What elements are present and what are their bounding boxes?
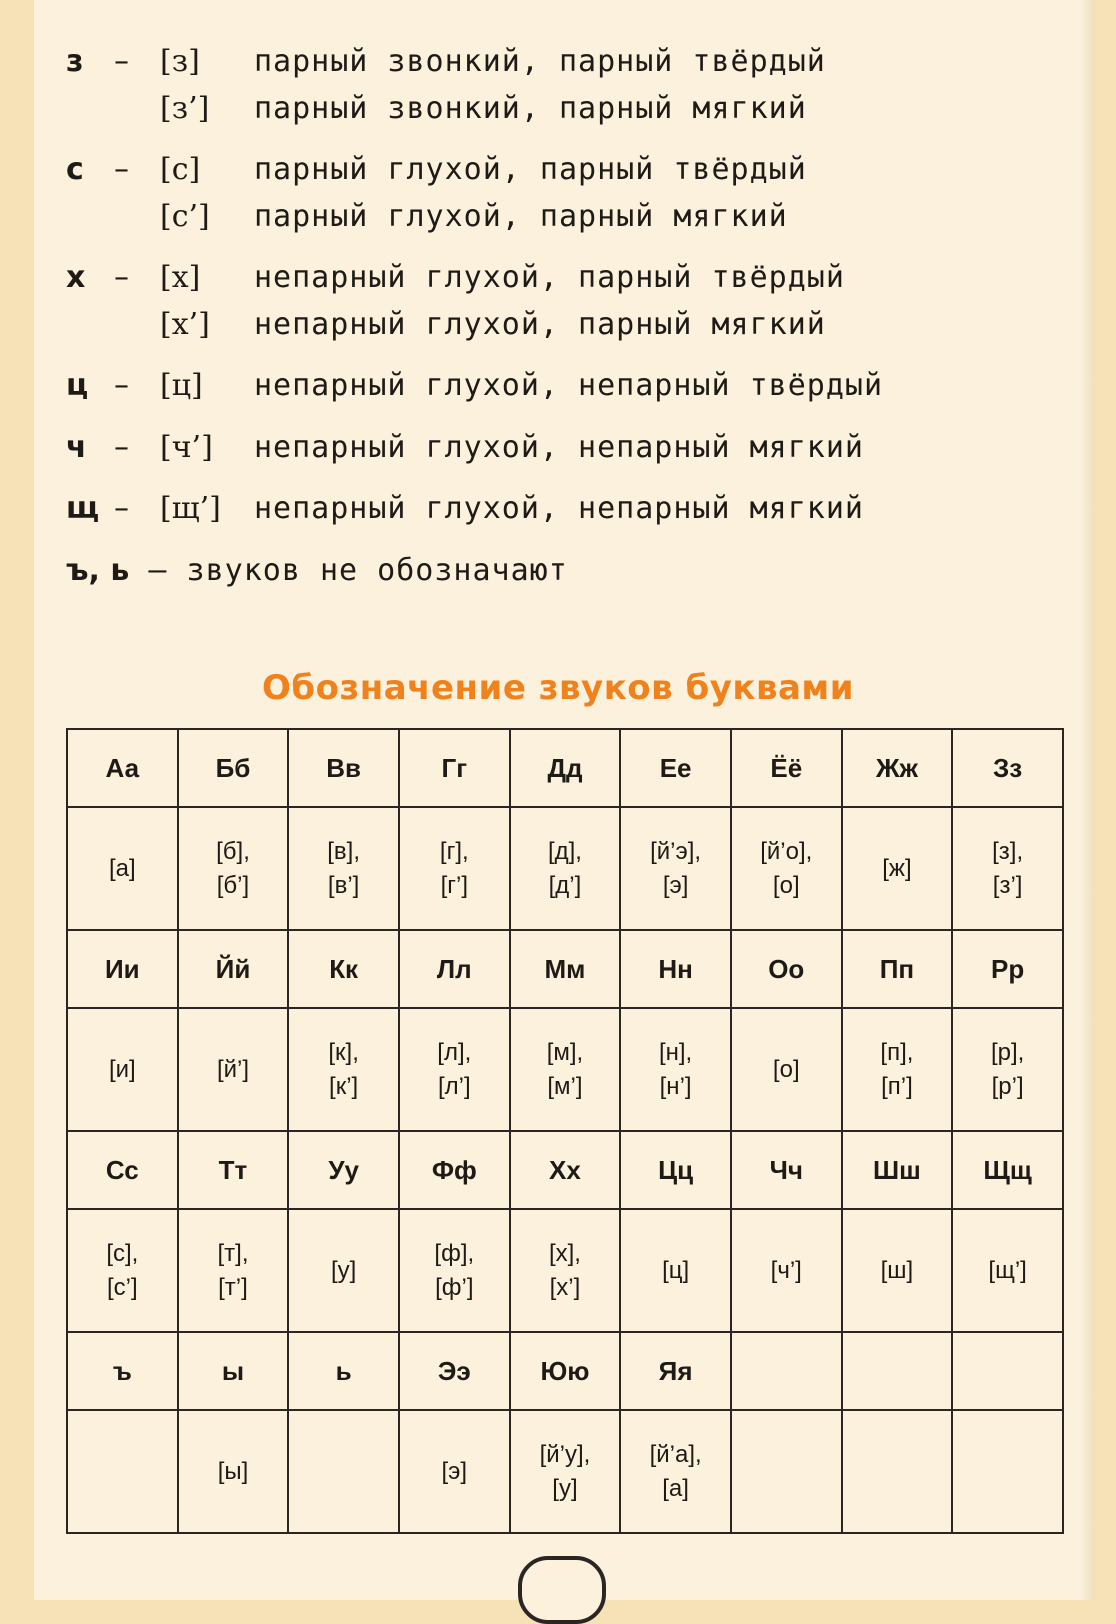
sound-value: [в’] bbox=[327, 871, 360, 899]
section-heading: Обозначение звуков буквами bbox=[261, 668, 855, 708]
sound-cell bbox=[620, 1008, 731, 1131]
sound-row bbox=[67, 1209, 1063, 1332]
sound-transcription: [с’] bbox=[160, 199, 210, 234]
sound-value: [р], bbox=[990, 1038, 1025, 1066]
sound-row bbox=[67, 1410, 1063, 1533]
letter-cell: ь bbox=[288, 1332, 399, 1410]
sound-value: [й’у], bbox=[539, 1440, 591, 1468]
sound-cell bbox=[842, 1008, 953, 1131]
sound-value: [ф’] bbox=[435, 1273, 474, 1301]
sound-cell bbox=[288, 1209, 399, 1332]
sound-value: [г], bbox=[439, 837, 469, 865]
dash: – bbox=[114, 152, 129, 187]
letter-cell: Сс bbox=[67, 1131, 178, 1209]
sound-value: [ы] bbox=[217, 1457, 249, 1485]
sound-cell bbox=[620, 1209, 731, 1332]
sound-value: [н’] bbox=[659, 1072, 692, 1100]
sound-transcription: [з’] bbox=[160, 91, 210, 126]
sound-value: [й’э], bbox=[650, 837, 702, 865]
sound-cell bbox=[731, 1209, 842, 1332]
letter-cell: Ээ bbox=[399, 1332, 510, 1410]
sound-value: [з’] bbox=[992, 871, 1023, 899]
sound-value: [м], bbox=[546, 1038, 584, 1066]
letter-cell: Чч bbox=[731, 1131, 842, 1209]
sound-cell bbox=[399, 1410, 510, 1533]
sound-row bbox=[67, 807, 1063, 930]
letter-cell: Вв bbox=[288, 729, 399, 807]
sound-value: [т], bbox=[217, 1239, 249, 1267]
signs-description: – звуков не обозначают bbox=[129, 553, 568, 588]
sound-description: парный глухой, парный твёрдый bbox=[254, 152, 807, 187]
letter-cell: Тт bbox=[178, 1131, 289, 1209]
letter-cell: Ии bbox=[67, 930, 178, 1008]
letter-row bbox=[67, 1332, 1063, 1410]
sound-cell bbox=[399, 1008, 510, 1131]
consonant-letter: з bbox=[66, 44, 84, 79]
sound-cell bbox=[842, 1209, 953, 1332]
sound-cell bbox=[178, 1008, 289, 1131]
signs-note-text bbox=[66, 551, 568, 591]
sound-value: [т’] bbox=[218, 1273, 248, 1301]
sound-cell bbox=[510, 1008, 621, 1131]
letter-cell: Зз bbox=[952, 729, 1063, 807]
letter-cell bbox=[731, 1332, 842, 1410]
letter-cell: Ёё bbox=[731, 729, 842, 807]
sound-description: непарный глухой, парный мягкий bbox=[254, 307, 826, 342]
sound-cell bbox=[178, 1410, 289, 1533]
letter-row bbox=[67, 1131, 1063, 1209]
sound-value: [в], bbox=[327, 837, 361, 865]
consonant-letter: ч bbox=[66, 430, 87, 465]
sound-cell bbox=[67, 807, 178, 930]
sound-description: непарный глухой, непарный твёрдый bbox=[254, 368, 884, 403]
letter-cell: ы bbox=[178, 1332, 289, 1410]
sound-cell bbox=[67, 1209, 178, 1332]
sound-value: [э] bbox=[662, 871, 689, 899]
sound-description: парный звонкий, парный мягкий bbox=[254, 91, 807, 126]
consonant-letter: щ bbox=[66, 491, 100, 526]
sound-cell bbox=[620, 807, 731, 930]
sound-description: непарный глухой, парный твёрдый bbox=[254, 260, 845, 295]
sound-value: [о] bbox=[772, 871, 800, 899]
sound-value: [а] bbox=[108, 854, 136, 882]
letter-row bbox=[67, 729, 1063, 807]
sound-cell bbox=[399, 1209, 510, 1332]
sound-cell bbox=[288, 1410, 399, 1533]
letter-cell: Йй bbox=[178, 930, 289, 1008]
sound-row bbox=[67, 1008, 1063, 1131]
sound-cell bbox=[288, 1008, 399, 1131]
letter-cell bbox=[952, 1332, 1063, 1410]
sound-value: [с’] bbox=[106, 1273, 138, 1301]
sound-cell bbox=[952, 807, 1063, 930]
letter-cell: Оо bbox=[731, 930, 842, 1008]
sound-value: [с], bbox=[106, 1239, 139, 1267]
sound-cell bbox=[510, 807, 621, 930]
dash: – bbox=[114, 44, 129, 79]
letter-cell: Пп bbox=[842, 930, 953, 1008]
letter-cell: Хх bbox=[510, 1131, 621, 1209]
sound-value: [д], bbox=[547, 837, 582, 865]
letter-cell: Ее bbox=[620, 729, 731, 807]
sound-cell bbox=[288, 807, 399, 930]
sound-description: парный звонкий, парный твёрдый bbox=[254, 44, 826, 79]
letter-cell bbox=[842, 1332, 953, 1410]
sound-value: [б], bbox=[216, 837, 250, 865]
sound-value: [д’] bbox=[548, 871, 582, 899]
sound-cell bbox=[952, 1008, 1063, 1131]
sound-cell bbox=[731, 1410, 842, 1533]
sound-value: [л], bbox=[437, 1038, 472, 1066]
dash: – bbox=[114, 430, 129, 465]
sound-value: [б’] bbox=[216, 871, 250, 899]
sound-value: [ш] bbox=[880, 1256, 914, 1284]
consonant-letter: с bbox=[66, 152, 84, 187]
sound-cell bbox=[67, 1410, 178, 1533]
sound-value: [о] bbox=[772, 1055, 800, 1083]
sound-value: [х’] bbox=[549, 1273, 581, 1301]
sound-transcription: [щ’] bbox=[160, 491, 221, 526]
letter-cell: Шш bbox=[842, 1131, 953, 1209]
sound-value: [г’] bbox=[440, 871, 468, 899]
sound-cell bbox=[842, 1410, 953, 1533]
sound-value: [з], bbox=[992, 837, 1024, 865]
letter-cell: ъ bbox=[67, 1332, 178, 1410]
sound-cell bbox=[731, 807, 842, 930]
consonant-letter: х bbox=[66, 260, 86, 295]
letter-cell: Бб bbox=[178, 729, 289, 807]
sound-value: [п], bbox=[880, 1038, 914, 1066]
letter-cell: Рр bbox=[952, 930, 1063, 1008]
letter-cell: Щщ bbox=[952, 1131, 1063, 1209]
letter-row bbox=[67, 930, 1063, 1008]
dash: – bbox=[114, 368, 129, 403]
sound-value: [м’] bbox=[547, 1072, 583, 1100]
letter-cell: Дд bbox=[510, 729, 621, 807]
sound-value: [щ’] bbox=[988, 1256, 1027, 1284]
sound-value: [а] bbox=[662, 1474, 689, 1502]
sound-value: [ф], bbox=[434, 1239, 475, 1267]
sound-value: [й’а], bbox=[649, 1440, 702, 1468]
sound-value: [л’] bbox=[437, 1072, 471, 1100]
letter-cell: Уу bbox=[288, 1131, 399, 1209]
sound-value: [к], bbox=[328, 1038, 359, 1066]
sound-transcription: [ц] bbox=[160, 368, 203, 403]
letter-cell: Мм bbox=[510, 930, 621, 1008]
sound-cell bbox=[952, 1209, 1063, 1332]
sound-cell bbox=[952, 1410, 1063, 1533]
letter-cell: Фф bbox=[399, 1131, 510, 1209]
page-number-badge bbox=[518, 1556, 606, 1624]
sound-value: [й’] bbox=[216, 1055, 250, 1083]
dash: – bbox=[114, 260, 129, 295]
sound-transcription: [ч’] bbox=[160, 430, 213, 465]
sound-cell bbox=[178, 1209, 289, 1332]
sound-cell bbox=[842, 807, 953, 930]
letter-cell: Аа bbox=[67, 729, 178, 807]
sound-value: [н], bbox=[658, 1038, 693, 1066]
sound-transcription: [х’] bbox=[160, 307, 210, 342]
sound-cell bbox=[510, 1410, 621, 1533]
letter-cell: Юю bbox=[510, 1332, 621, 1410]
consonant-letter: ц bbox=[66, 368, 89, 403]
sound-transcription: [х] bbox=[160, 260, 201, 295]
letter-cell: Нн bbox=[620, 930, 731, 1008]
sound-cell bbox=[178, 807, 289, 930]
sound-description: непарный глухой, непарный мягкий bbox=[254, 491, 864, 526]
sound-transcription: [с] bbox=[160, 152, 201, 187]
sound-value: [ц] bbox=[662, 1256, 690, 1284]
letter-cell: Цц bbox=[620, 1131, 731, 1209]
sound-transcription: [з] bbox=[160, 44, 200, 79]
sound-cell bbox=[620, 1410, 731, 1533]
letter-cell: Лл bbox=[399, 930, 510, 1008]
sound-value: [й’о], bbox=[760, 837, 813, 865]
sound-value: [п’] bbox=[881, 1072, 913, 1100]
signs-letters: ъ, ь bbox=[66, 553, 130, 588]
sound-value: [у] bbox=[330, 1256, 357, 1284]
sound-value: [х], bbox=[548, 1239, 581, 1267]
alphabet-table bbox=[66, 728, 1064, 1534]
sound-value: [р’] bbox=[991, 1072, 1024, 1100]
sound-value: [ч’] bbox=[770, 1256, 802, 1284]
letter-cell: Гг bbox=[399, 729, 510, 807]
letter-cell: Жж bbox=[842, 729, 953, 807]
sound-value: [к’] bbox=[329, 1072, 359, 1100]
sound-cell bbox=[510, 1209, 621, 1332]
sound-value: [э] bbox=[441, 1457, 468, 1485]
sound-value: [и] bbox=[108, 1055, 136, 1083]
sound-cell bbox=[731, 1008, 842, 1131]
sound-cell bbox=[399, 807, 510, 930]
letter-cell: Кк bbox=[288, 930, 399, 1008]
sound-cell bbox=[67, 1008, 178, 1131]
letter-cell: Яя bbox=[620, 1332, 731, 1410]
sound-description: парный глухой, парный мягкий bbox=[254, 199, 788, 234]
sound-value: [у] bbox=[552, 1474, 578, 1502]
dash: – bbox=[114, 491, 129, 526]
sound-description: непарный глухой, непарный мягкий bbox=[254, 430, 864, 465]
sound-value: [ж] bbox=[882, 854, 912, 882]
